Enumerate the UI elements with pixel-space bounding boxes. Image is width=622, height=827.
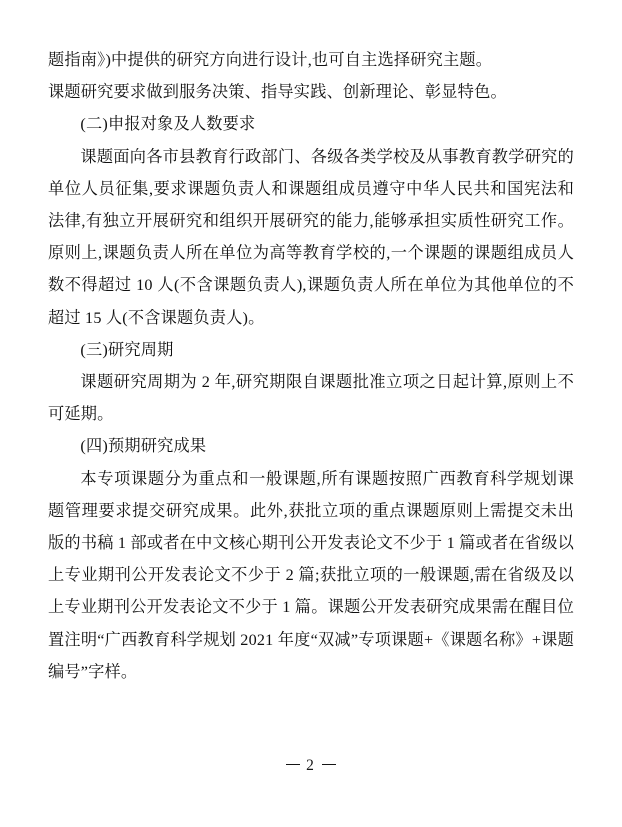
section-heading-3: (三)研究周期 <box>80 340 174 359</box>
paragraph-continuation-1: 题指南》)中提供的研究方向进行设计,也可自主选择研究主题。 <box>48 51 493 69</box>
footer-dash-right <box>322 764 336 765</box>
page-footer <box>0 757 622 775</box>
paragraph-expected-results: 本专项课题分为重点和一般课题,所有课题按照广西教育科学规划课题管理要求提交研究成果。此外,获批立项的重点课题原则上需提交未出版的书稿 1 部或者在中文核心期刊公开发表论文不少于 1 篇或者在省级以上专业期刊公开发表论文不少于 2 篇;获批立项的一般课题,需在省级及以上专业期刊公开发表论文不少于 1 篇。课题公开发表研究成果需在醒目位置注明“广西教育科学规划 2021 年度“双减”专项课题+《课题名称》+课题编号”字样。 <box>48 469 574 681</box>
paragraph-applicants: 课题面向各市县教育行政部门、各级各类学校及从事教育教学研究的单位人员征集,要求课题负责人和课题组成员遵守中华人民共和国宪法和法律,有独立开展研究和组织开展研究的能力,能够承担实质性研究工作。原则上,课题负责人所在单位为高等教育学校的,一个课题的课题组成员人数不得超过 10 人(不含课题负责人),课题负责人所在单位为其他单位的不超过 15 人(不含课题负责人)。 <box>48 147 574 327</box>
section-heading-4: (四)预期研究成果 <box>80 437 207 456</box>
page-number: 2 <box>306 757 316 774</box>
footer-dash-left <box>286 764 300 765</box>
section-heading-2: (二)申报对象及人数要求 <box>80 115 256 134</box>
paragraph-research-period: 课题研究周期为 2 年,研究期限自课题批准立项之日起计算,原则上不可延期。 <box>48 373 574 424</box>
document-body <box>48 44 574 688</box>
paragraph-continuation-2: 课题研究要求做到服务决策、指导实践、创新理论、彰显特色。 <box>48 83 507 102</box>
